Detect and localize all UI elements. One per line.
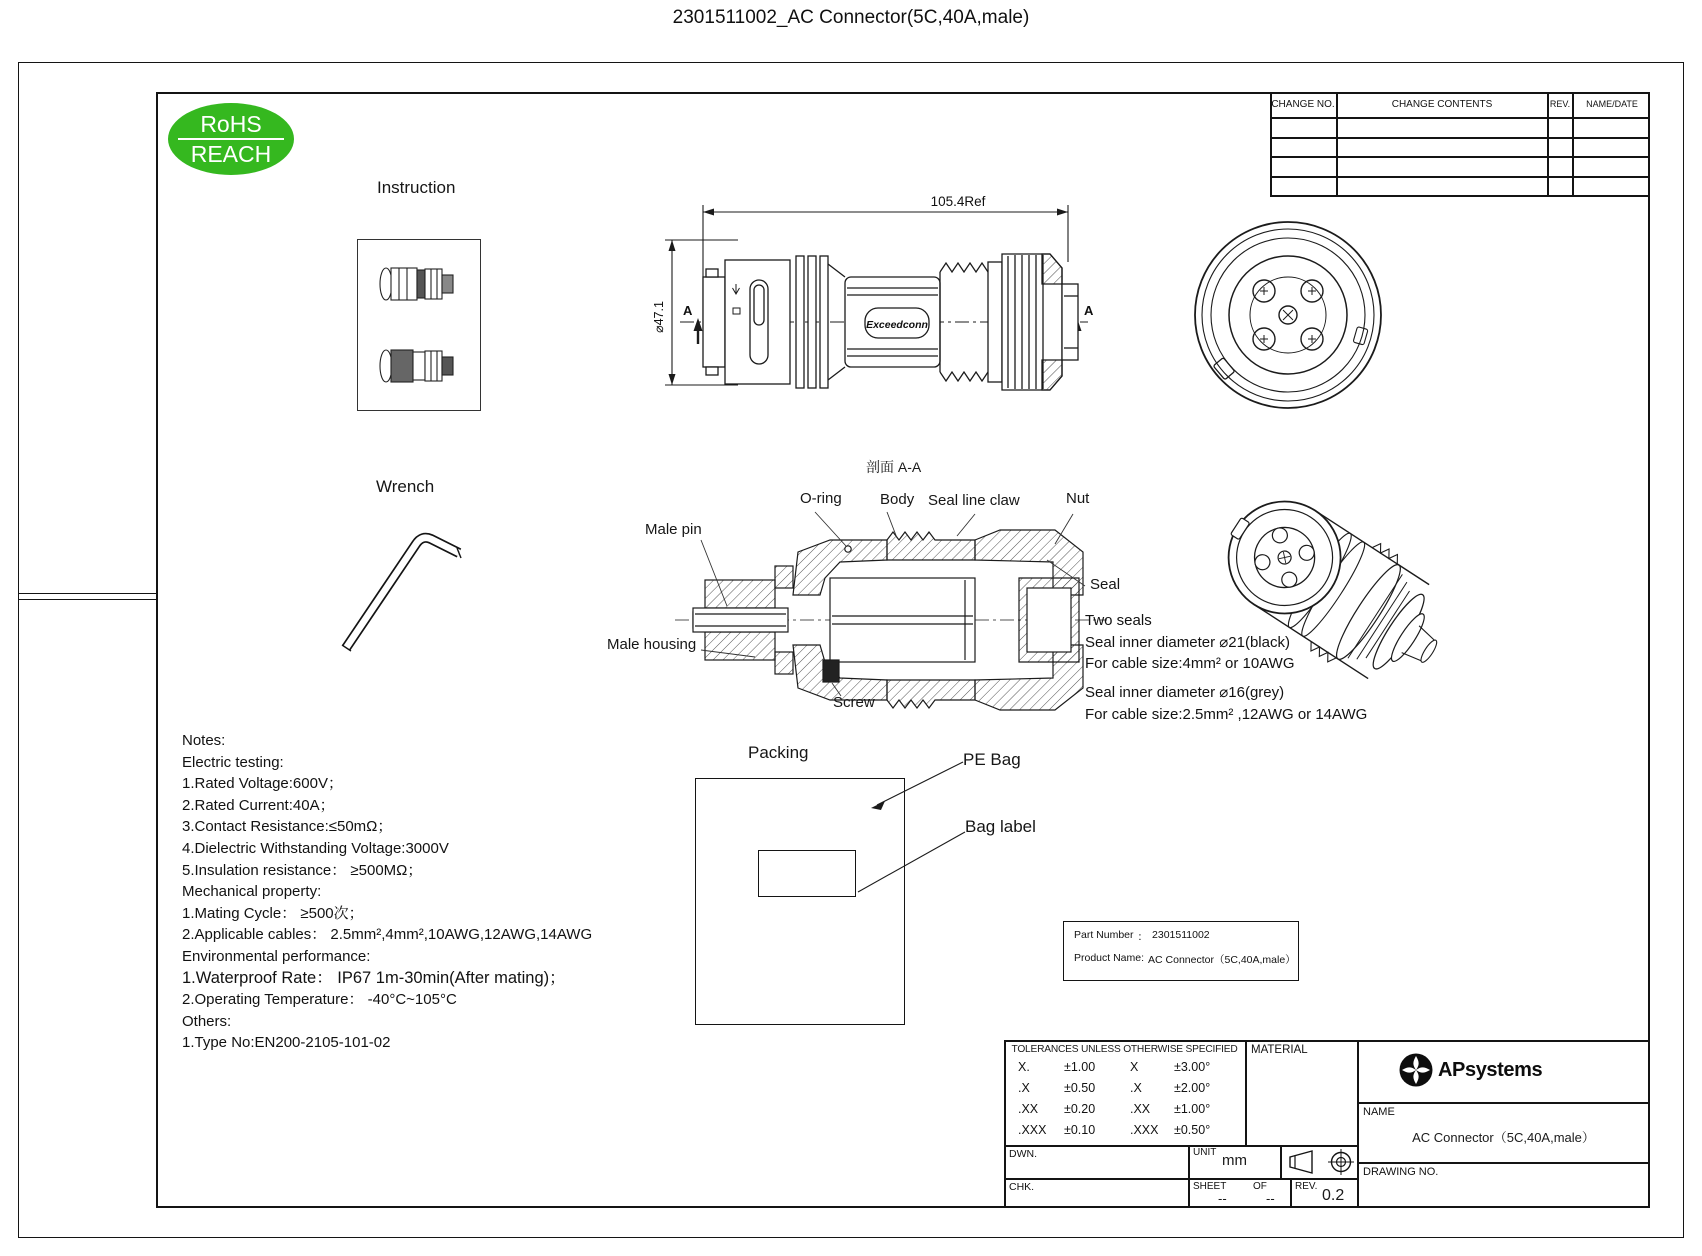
apsystems-brand-text: APsystems: [1438, 1059, 1543, 1081]
instruction-title: Instruction: [377, 178, 456, 197]
note-line: 2.Operating Temperature： -40°C~105°C: [182, 991, 457, 1009]
rohs-label: RoHS: [200, 111, 262, 137]
callout-o-ring: O-ring: [800, 490, 842, 507]
callout-body: Body: [880, 491, 915, 508]
pe-bag-label: PE Bag: [963, 750, 1021, 769]
tol-cell: X.: [1018, 1059, 1030, 1074]
note-line: Electric testing:: [182, 753, 284, 771]
diameter-dimension: ⌀47.1: [652, 301, 666, 333]
callout-seal: Seal: [1090, 576, 1121, 593]
notes-block: [182, 730, 592, 1054]
note-line: 1.Mating Cycle： ≥500次；: [182, 904, 364, 922]
note-line: 2.Rated Current:40A；: [182, 796, 335, 814]
note-line: 2.Applicable cables： 2.5mm²,4mm²,10AWG,12AWG,14AWG: [182, 926, 593, 944]
section-marker-left: A: [683, 303, 693, 318]
tolerances-table: [1004, 1056, 1245, 1140]
callout-screw: Screw: [833, 694, 875, 711]
drawing-no-label: DRAWING NO.: [1363, 1166, 1439, 1178]
length-dimension: 105.4Ref: [930, 194, 986, 209]
iso-view-drawing: [1222, 472, 1477, 752]
rohs-reach-badge: [168, 103, 294, 175]
tol-cell: ±2.00°: [1174, 1080, 1211, 1095]
note-line: 1.Waterproof Rate： IP67 1m-30min(After mating)；: [182, 968, 566, 987]
change-contents-header: CHANGE CONTENTS: [1391, 99, 1493, 110]
name-label: NAME: [1363, 1106, 1395, 1118]
side-view-drawing: [650, 192, 1100, 422]
sheet-label: SHEET: [1193, 1181, 1227, 1192]
callout-male-pin: Male pin: [645, 521, 702, 538]
tol-cell: ±1.00: [1064, 1059, 1096, 1074]
product-name-value: AC Connector（5C,40A,male）: [1148, 954, 1296, 966]
seal-note-line: For cable size:4mm² or 10AWG: [1085, 655, 1295, 672]
front-view-drawing: [1190, 217, 1386, 413]
bag-label-name-row: [1074, 952, 1298, 967]
part-number-label: Part Number: [1074, 929, 1134, 941]
name-date-header: NAME/DATE: [1586, 99, 1638, 109]
tol-cell: ±0.10: [1064, 1122, 1096, 1137]
material-label: MATERIAL: [1251, 1044, 1308, 1056]
tol-cell: .XX: [1018, 1101, 1039, 1116]
target-icon: [1326, 1148, 1356, 1176]
badge-divider: [178, 138, 284, 140]
fold-mark: [19, 593, 156, 600]
section-view-drawing: [635, 500, 1120, 735]
part-number-colon: ：: [1137, 931, 1149, 943]
sheet-value: --: [1218, 1191, 1227, 1206]
tol-cell: ±0.20: [1064, 1101, 1096, 1116]
page-title: 2301511002_AC Connector(5C,40A,male): [672, 7, 1030, 28]
packing-leader-arrows: [688, 742, 1088, 1042]
note-line: 3.Contact Resistance:≤50mΩ；: [182, 818, 393, 836]
note-line: 1.Type No:EN200-2105-101-02: [182, 1034, 391, 1052]
tol-cell: .XXX: [1130, 1122, 1159, 1137]
note-line: 4.Dielectric Withstanding Voltage:3000V: [182, 839, 449, 857]
callout-nut: Nut: [1066, 490, 1090, 507]
seal-note-line: Two seals: [1085, 612, 1152, 629]
dwn-label: DWN.: [1009, 1148, 1037, 1160]
note-line: Others:: [182, 1012, 232, 1030]
tol-cell: .XXX: [1018, 1122, 1047, 1137]
tol-cell: ±3.00°: [1174, 1059, 1211, 1074]
wrench-drawing: [318, 498, 488, 663]
tol-cell: .XX: [1130, 1101, 1151, 1116]
part-number-value: 2301511002: [1152, 929, 1210, 941]
section-marker-right: A: [1084, 303, 1094, 318]
note-line: Mechanical property:: [182, 883, 322, 901]
callout-seal-line-claw: Seal line claw: [928, 492, 1020, 509]
note-line: Environmental performance:: [182, 947, 371, 965]
of-label: OF: [1253, 1181, 1267, 1192]
tol-cell: .X: [1130, 1080, 1142, 1095]
bag-label-part-row: [1074, 929, 1298, 944]
bag-label-label: Bag label: [965, 817, 1036, 836]
unit-label: UNIT: [1193, 1147, 1217, 1158]
rev-value: 0.2: [1322, 1187, 1345, 1204]
tol-cell: ±0.50: [1064, 1080, 1096, 1095]
name-value: AC Connector（5C,40A,male）: [1412, 1130, 1595, 1145]
callout-male-housing: Male housing: [607, 636, 697, 653]
instruction-drawing: [360, 242, 478, 408]
chk-label: CHK.: [1009, 1181, 1035, 1193]
tolerances-title: TOLERANCES UNLESS OTHERWISE SPECIFIED: [1011, 1044, 1238, 1055]
note-line: Notes:: [182, 732, 226, 749]
of-value: --: [1266, 1191, 1275, 1206]
seal-note-line: For cable size:2.5mm² ,12AWG or 14AWG: [1085, 705, 1368, 723]
apsystems-logo-icon: [1398, 1052, 1434, 1088]
section-view-title: 剖面 A-A: [866, 459, 922, 475]
packing-title: Packing: [748, 743, 809, 762]
rev-header: REV.: [1549, 99, 1571, 109]
rev-label: REV.: [1295, 1181, 1318, 1192]
body-brand-label: Exceedconn: [866, 319, 928, 331]
tol-cell: X: [1130, 1059, 1139, 1074]
seal-note-line: Seal inner diameter ⌀16(grey): [1085, 684, 1285, 701]
change-no-header: CHANGE NO.: [1271, 99, 1335, 110]
note-line: 5.Insulation resistance： ≥500MΩ；: [182, 861, 423, 879]
note-line: 1.Rated Voltage:600V；: [182, 775, 343, 793]
tol-cell: .X: [1018, 1080, 1030, 1095]
tol-cell: ±1.00°: [1174, 1101, 1211, 1116]
tol-cell: ±0.50°: [1174, 1122, 1211, 1137]
bag-label-detail-box: [1063, 921, 1299, 981]
product-name-label: Product Name:: [1074, 952, 1145, 964]
seal-note-line: Seal inner diameter ⌀21(black): [1085, 633, 1290, 651]
wrench-title: Wrench: [376, 477, 435, 496]
unit-value: mm: [1222, 1152, 1247, 1169]
reach-label: REACH: [190, 141, 272, 167]
